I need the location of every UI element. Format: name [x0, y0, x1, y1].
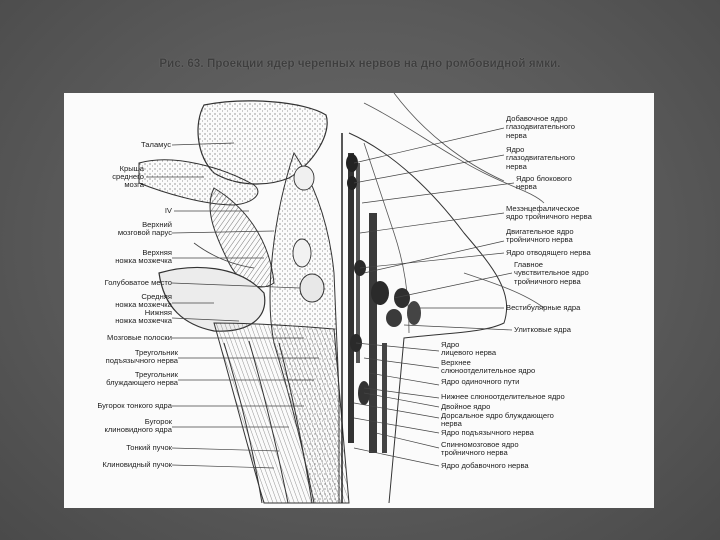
label-vagal-trigone: Треугольник блуждающего нерва: [106, 370, 178, 388]
label-hypoglossal: Ядро подъязычного нерва: [441, 428, 534, 437]
label-accessory-oculomotor: Добавочное ядро глазодвигательного нерва: [506, 114, 575, 140]
label-midbrain-roof: Крыша среднего мозга: [112, 164, 144, 189]
figure-caption: Рис. 63. Проекции ядер черепных нервов на дно ромбовидной ямки.: [159, 58, 561, 70]
medulla-shape: [214, 323, 349, 503]
label-sup-salivatory: Верхнее слюноотделительное ядро: [441, 358, 536, 376]
motor-column: [348, 153, 354, 443]
label-cuneate-tubercle: Бугорок клиновидного ядра: [104, 417, 172, 435]
diagram-panel: [64, 93, 654, 508]
label-spinal-trigeminal: Спинномозговое ядро тройничного нерва: [441, 440, 519, 458]
locus-coeruleus-shape: [300, 274, 324, 302]
label-thalamus: Таламус: [141, 140, 171, 149]
label-locus: Голубоватое место: [104, 278, 172, 287]
label-motor-trigeminal: Двигательное ядро тройничного нерва: [506, 227, 574, 245]
label-accessory: Ядро добавочного нерва: [441, 461, 529, 470]
label-mesencephalic-trigeminal: Мезэнцефалическое ядро тройничного нерва: [506, 204, 592, 222]
label-solitary: Ядро одиночного пути: [441, 377, 520, 386]
label-vestibular: Вестибулярные ядра: [506, 303, 581, 312]
label-striae: Мозговые полоски: [107, 333, 172, 342]
label-sup-velum: Верхний мозговой парус: [117, 220, 172, 238]
label-ambiguus: Двойное ядро: [441, 402, 491, 411]
label-dorsal-vagal: Дорсальное ядро блуждающего нерва: [441, 411, 554, 429]
label-abducens: Ядро отводящего нерва: [506, 248, 591, 257]
label-main-sensory-trigeminal: Главное чувствительное ядро тройничного нерва: [514, 260, 589, 286]
label-oculomotor: Ядро глазодвигательного нерва: [506, 145, 575, 171]
label-iv: IV: [164, 206, 172, 215]
label-cochlear: Улитковые ядра: [514, 325, 571, 334]
label-gracile-tubercle: Бугорок тонкого ядра: [97, 401, 172, 410]
label-inf-peduncle: Нижняя ножка мозжечка: [115, 308, 172, 326]
label-hypoglossal-trigone: Треугольник подъязычного нерва: [105, 348, 178, 366]
label-facial: Ядро лицевого нерва: [441, 340, 497, 358]
trigeminal-column: [369, 213, 377, 453]
label-cuneate-fasciculus: Клиновидный пучок: [102, 460, 172, 469]
label-inf-salivatory: Нижнее слюноотделительное ядро: [441, 392, 565, 401]
label-mid-peduncle: Средняя ножка мозжечка: [115, 292, 172, 310]
label-gracile-fasciculus: Тонкий пучок: [126, 443, 172, 452]
label-sup-peduncle: Верхняя ножка мозжечка: [115, 248, 172, 266]
label-trochlear: Ядро блокового нерва: [516, 174, 572, 192]
